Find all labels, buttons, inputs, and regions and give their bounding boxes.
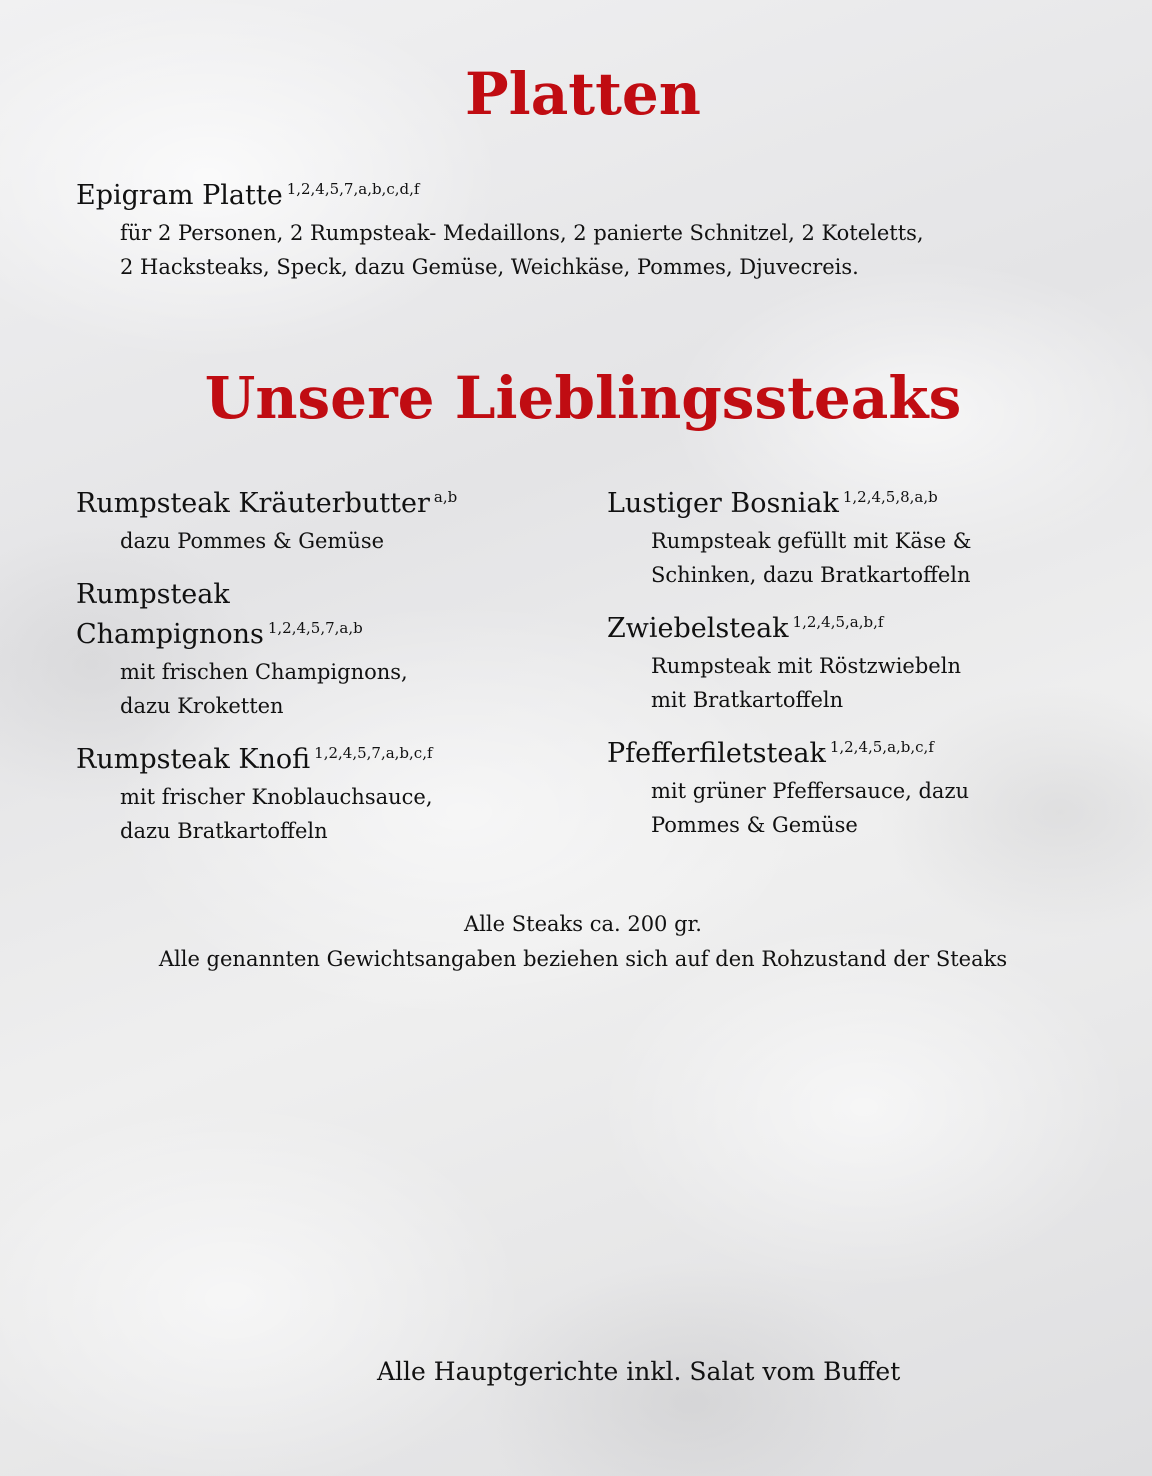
item-desc-line: Schinken, dazu Bratkartoffeln bbox=[651, 563, 971, 587]
menu-item-rumpsteak-kraeuterbutter bbox=[76, 484, 556, 558]
item-desc-line: mit Bratkartoffeln bbox=[651, 688, 844, 712]
item-desc-line: mit grüner Pfeffersauce, dazu bbox=[651, 779, 970, 803]
platten-heading: Platten bbox=[465, 60, 701, 128]
menu-item-lustiger-bosniak bbox=[607, 484, 1127, 592]
allergen-codes: 1,2,4,5,7,a,b,c,d,f bbox=[286, 180, 420, 198]
item-desc-line: für 2 Personen, 2 Rumpsteak- Medaillons, 2 panierte Schnitzel, 2 Koteletts, bbox=[120, 221, 924, 245]
item-desc-line: dazu Pommes & Gemüse bbox=[120, 529, 385, 553]
allergen-codes: 1,2,4,5,a,b,c,f bbox=[829, 738, 934, 756]
item-name-text: Rumpsteak Knofi bbox=[76, 744, 311, 775]
item-name-text: Epigram Platte bbox=[76, 180, 283, 211]
menu-item-epigram-platte bbox=[76, 176, 1076, 284]
raw-weight-note: Alle genannten Gewichtsangaben beziehen sich auf den Rohzustand der Steaks bbox=[158, 947, 1008, 971]
allergen-codes: 1,2,4,5,8,a,b bbox=[842, 488, 938, 506]
item-name-text: Zwiebelsteak bbox=[607, 613, 789, 644]
menu-item-pfefferfiletsteak bbox=[607, 734, 1127, 842]
item-name bbox=[76, 740, 556, 780]
item-name bbox=[607, 734, 1127, 774]
menu-item-zwiebelsteak bbox=[607, 609, 1127, 717]
item-name bbox=[607, 484, 1127, 524]
item-name-text: Champignons bbox=[76, 619, 264, 650]
allergen-codes: 1,2,4,5,a,b,f bbox=[792, 613, 884, 631]
steaks-heading: Unsere Lieblingssteaks bbox=[204, 364, 962, 432]
item-desc-line: dazu Bratkartoffeln bbox=[120, 819, 328, 843]
allergen-codes: 1,2,4,5,7,a,b bbox=[267, 619, 363, 637]
allergen-codes: a,b bbox=[433, 488, 458, 506]
allergen-codes: 1,2,4,5,7,a,b,c,f bbox=[314, 744, 433, 762]
item-desc-line: Rumpsteak mit Röstzwiebeln bbox=[651, 654, 961, 678]
item-name-text: Rumpsteak Kräuterbutter bbox=[76, 488, 430, 519]
item-name bbox=[607, 609, 1127, 649]
item-desc-line: Rumpsteak gefüllt mit Käse & bbox=[651, 529, 972, 553]
item-desc-line: mit frischer Knoblauchsauce, bbox=[120, 785, 433, 809]
item-name-text: Pfefferfiletsteak bbox=[607, 738, 826, 769]
item-name-line: Rumpsteak bbox=[76, 579, 230, 610]
item-name bbox=[76, 176, 1076, 216]
menu-item-rumpsteak-champignons bbox=[76, 575, 556, 723]
item-desc-line: dazu Kroketten bbox=[120, 694, 284, 718]
item-desc-line: mit frischen Champignons, bbox=[120, 660, 408, 684]
steak-weight-note: Alle Steaks ca. 200 gr. bbox=[464, 912, 702, 936]
item-desc-line: Pommes & Gemüse bbox=[651, 813, 858, 837]
menu-item-rumpsteak-knofi bbox=[76, 740, 556, 848]
item-desc-line: 2 Hacksteaks, Speck, dazu Gemüse, Weichkäse, Pommes, Djuvecreis. bbox=[120, 255, 859, 279]
item-name-text: Lustiger Bosniak bbox=[607, 488, 839, 519]
salad-buffet-note: Alle Hauptgerichte inkl. Salat vom Buffet bbox=[377, 1357, 901, 1386]
item-name bbox=[76, 615, 556, 655]
item-name bbox=[76, 484, 556, 524]
